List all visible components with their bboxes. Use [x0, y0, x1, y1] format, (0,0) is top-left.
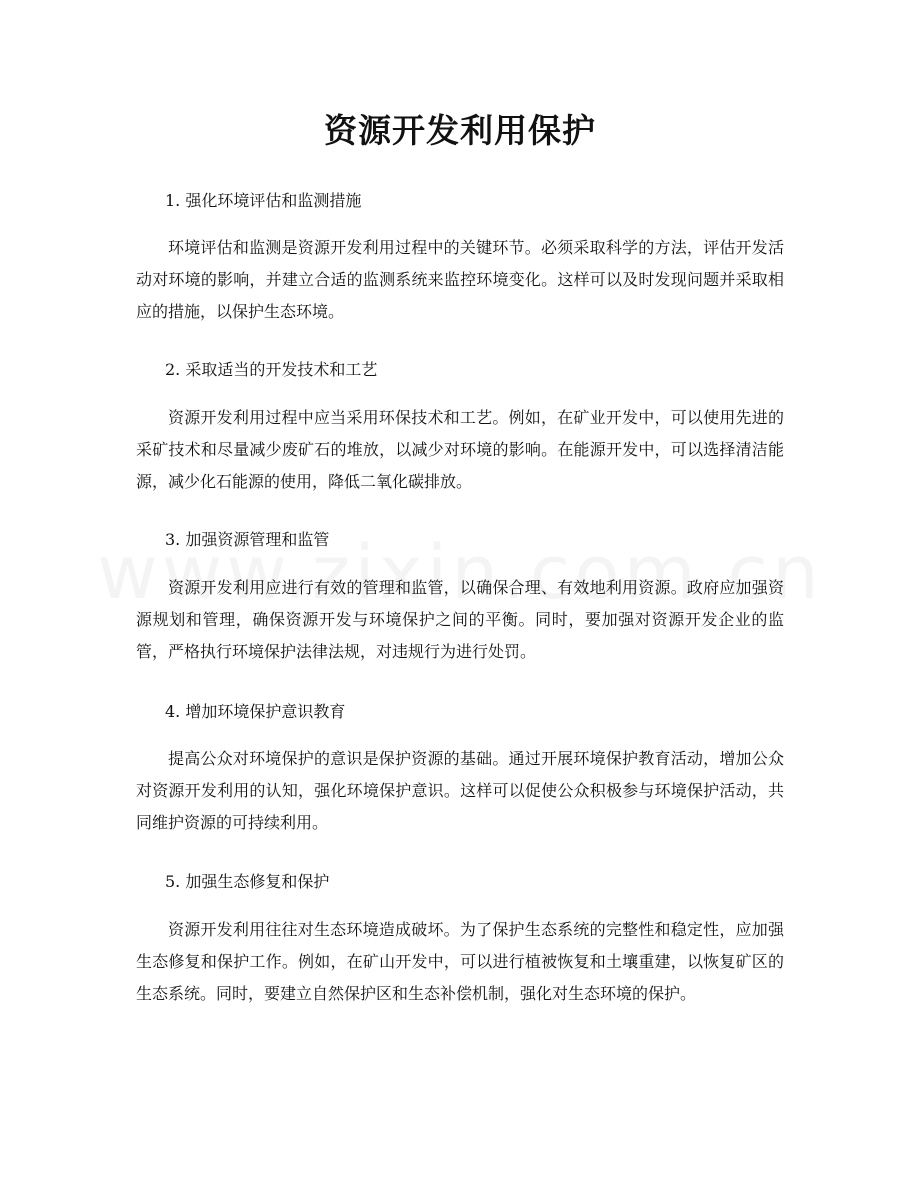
section-paragraph-1: 环境评估和监测是资源开发利用过程中的关键环节。必须采取科学的方法，评估开发活动对环境的影响，并建立合适的监测系统来监控环境变化。这样可以及时发现问题并采取相应的措施，以保护生态环境。: [136, 238, 784, 321]
section-heading-5: 5. 加强生态修复和保护: [165, 872, 330, 891]
section-heading-3: 3. 加强资源管理和监管: [165, 530, 330, 549]
document-title: 资源开发利用保护: [324, 111, 596, 150]
section-paragraph-3: 资源开发利用应进行有效的管理和监管，以确保合理、有效地利用资源。政府应加强资源规划和管理，确保资源开发与环境保护之间的平衡。同时，要加强对资源开发企业的监管，严格执行环境保护法律法规，对违规行为进行处罚。: [136, 578, 784, 661]
section-paragraph-4: 提高公众对环境保护的意识是保护资源的基础。通过开展环境保护教育活动，增加公众对资源开发利用的认知，强化环境保护意识。这样可以促使公众积极参与环境保护活动，共同维护资源的可持续利用。: [136, 749, 784, 832]
section-heading-2: 2. 采取适当的开发技术和工艺: [165, 360, 378, 379]
section-heading-1: 1. 强化环境评估和监测措施: [165, 191, 362, 210]
section-paragraph-5: 资源开发利用往往对生态环境造成破坏。为了保护生态系统的完整性和稳定性，应加强生态修复和保护工作。例如，在矿山开发中，可以进行植被恢复和土壤重建，以恢复矿区的生态系统。同时，要建立自然保护区和生态补偿机制，强化对生态环境的保护。: [136, 920, 784, 1003]
section-heading-4: 4. 增加环境保护意识教育: [165, 702, 346, 721]
section-paragraph-2: 资源开发利用过程中应当采用环保技术和工艺。例如，在矿业开发中，可以使用先进的采矿技术和尽量减少废矿石的堆放，以减少对环境的影响。在能源开发中，可以选择清洁能源，减少化石能源的使用，降低二氧化碳排放。: [136, 408, 784, 491]
